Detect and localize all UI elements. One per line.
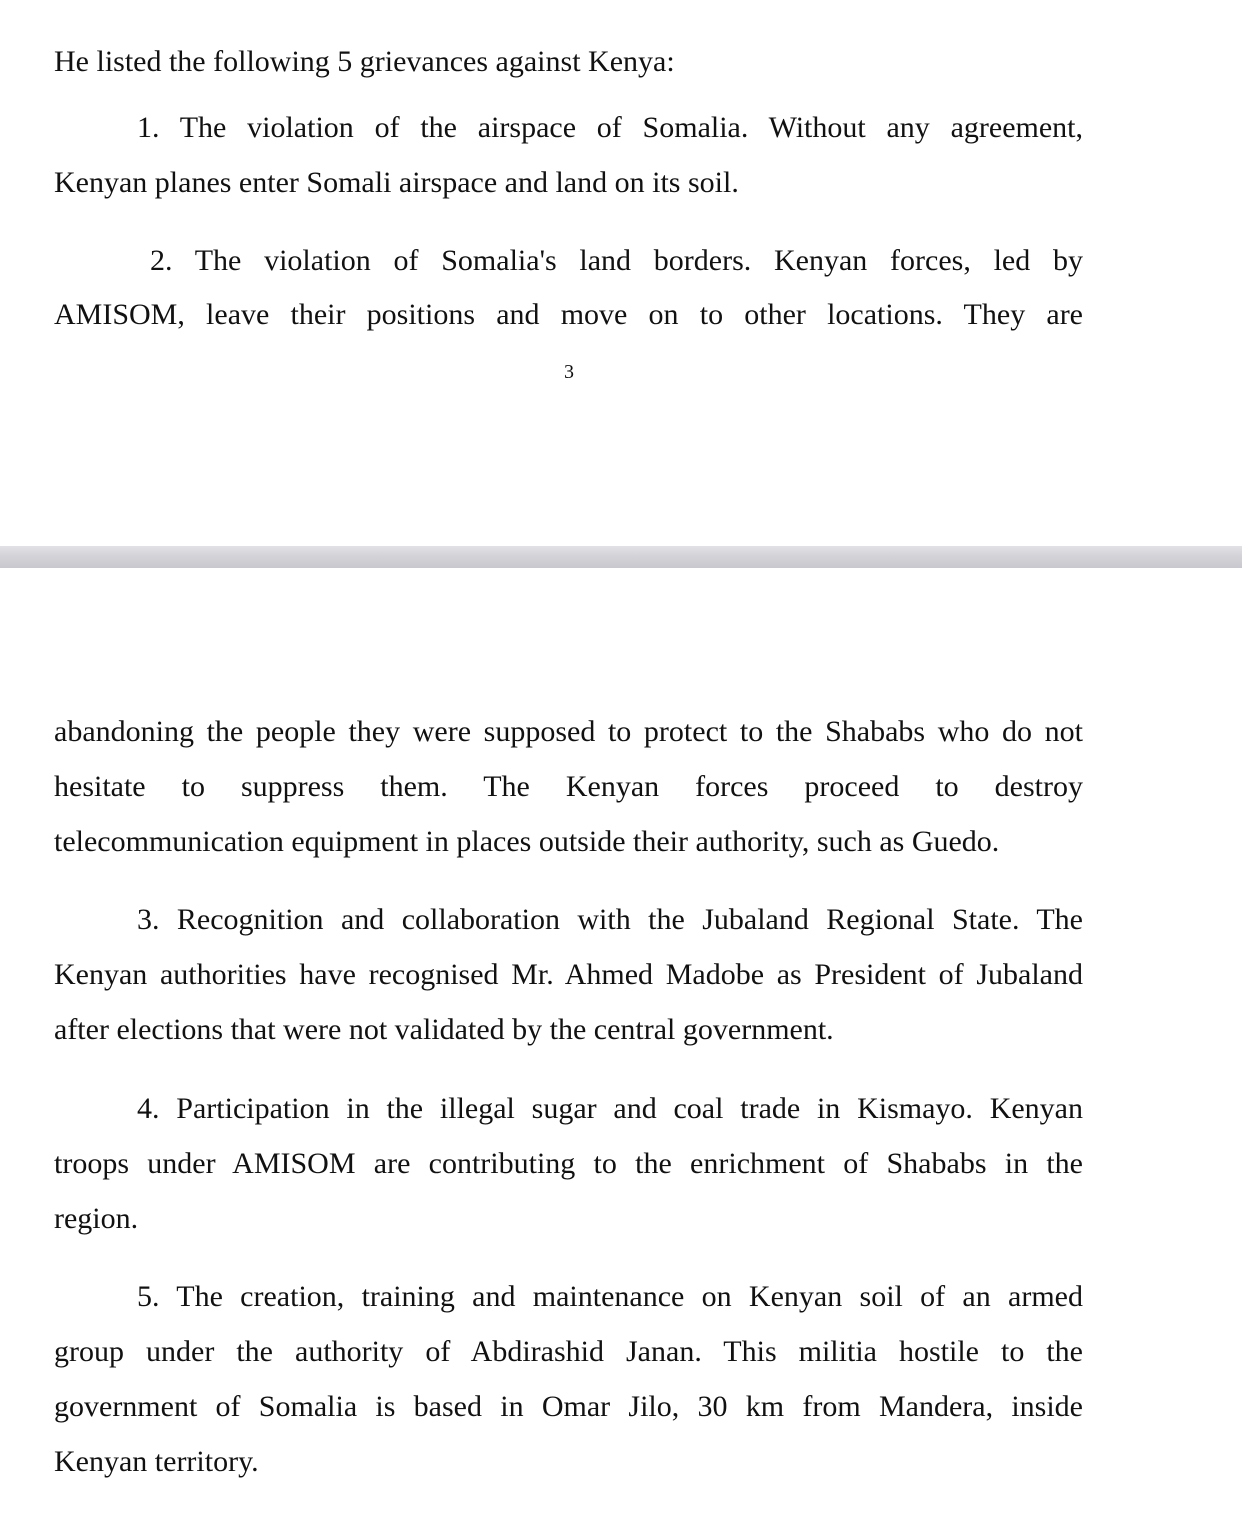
document-page-bottom [0,568,1242,1527]
grievance-1-line-1: 1. The violation of the airspace of Somalia. Without any agreement, [137,111,1083,144]
grievance-4-line-3: region. [54,1202,139,1235]
grievance-5-line-3: government of Somalia is based in Omar Jilo, 30 km from Mandera, inside [54,1390,1083,1423]
intro-line: He listed the following 5 grievances against Kenya: [54,45,675,78]
page-number: 3 [564,361,574,383]
grievance-1-line-2: Kenyan planes enter Somali airspace and land on its soil. [54,166,739,199]
document-page-top [0,0,1242,546]
grievance-2-line-2: AMISOM, leave their positions and move on to other locations. They are [54,298,1083,331]
grievance-3-line-3: after elections that were not validated by the central government. [54,1013,834,1046]
grievance-4-line-2: troops under AMISOM are contributing to the enrichment of Shababs in the [54,1147,1083,1180]
grievance-2-line-5: telecommunication equipment in places outside their authority, such as Guedo. [54,825,1000,858]
grievance-2-line-3: abandoning the people they were supposed to protect to the Shababs who do not [54,715,1083,748]
grievance-2-line-1: 2. The violation of Somalia's land borders. Kenyan forces, led by [150,244,1083,277]
grievance-5-line-4: Kenyan territory. [54,1445,259,1478]
page-separator [0,546,1242,568]
grievance-3-line-2: Kenyan authorities have recognised Mr. Ahmed Madobe as President of Jubaland [54,958,1083,991]
grievance-5-line-1: 5. The creation, training and maintenance on Kenyan soil of an armed [137,1280,1083,1313]
grievance-5-line-2: group under the authority of Abdirashid Janan. This militia hostile to the [54,1335,1083,1368]
grievance-3-line-1: 3. Recognition and collaboration with the Jubaland Regional State. The [137,903,1083,936]
grievance-4-line-1: 4. Participation in the illegal sugar and coal trade in Kismayo. Kenyan [137,1092,1083,1125]
grievance-2-line-4: hesitate to suppress them. The Kenyan forces proceed to destroy [54,770,1083,803]
